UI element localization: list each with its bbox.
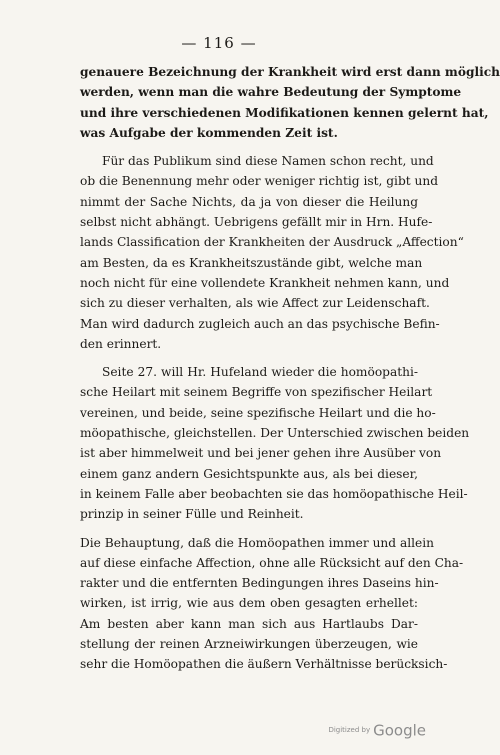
text-line: möopathische, gleichstellen. Der Unterschied zwischen beiden — [80, 426, 470, 441]
text-line: einem ganz andern Gesichtspunkte aus, als bei dieser, — [80, 466, 418, 481]
digitization-watermark — [328, 720, 426, 740]
text-line: Seite 27. will Hr. Hufeland wieder die homöopathi- — [102, 365, 418, 380]
text-line: sche Heilart mit seinem Begriffe von spezifischer Heilart — [80, 385, 433, 400]
body-text — [80, 62, 500, 675]
text-line: am Besten, da es Krankheitszustände gibt, welche man — [80, 255, 423, 270]
text-line: ob die Benennung mehr oder weniger richtig ist, gibt und — [80, 174, 439, 189]
text-line: vereinen, und beide, seine spezifische Heilart und die ho- — [80, 405, 436, 420]
text-line: Man wird dadurch zugleich auch an das psychische Befin- — [80, 316, 440, 331]
text-line: auf diese einfache Affection, ohne alle Rücksicht auf den Cha- — [80, 555, 464, 570]
text-line: stellung der reinen Arzneiwirkungen überzeugen, wie — [80, 637, 418, 652]
text-line: sich zu dieser verhalten, als wie Affect zur Leidenschaft. — [80, 296, 430, 311]
text-line: prinzip in seiner Fülle und Reinheit. — [80, 507, 304, 522]
paragraph — [80, 362, 470, 524]
paragraph-gap — [80, 143, 418, 151]
text-line: sehr die Homöopathen die äußern Verhältnisse berücksich- — [80, 657, 448, 672]
text-line: rakter und die entfernten Bedingungen ihres Daseins hin- — [80, 576, 439, 591]
text-line: noch nicht für eine vollendete Krankheit nehmen kann, und — [80, 275, 450, 290]
paragraph-gap — [80, 525, 418, 533]
text-line: Am besten aber kann man sich aus Hartlaubs Dar- — [80, 616, 418, 631]
paragraph-gap — [80, 354, 418, 362]
paragraph — [80, 62, 500, 143]
page-number: — 116 — — [181, 34, 257, 52]
text-line: werden, wenn man die wahre Bedeutung der Symptome — [80, 85, 462, 100]
google-logo-text: Google — [373, 721, 426, 739]
text-line: Die Behauptung, daß die Homöopathen immer und allein — [80, 535, 434, 550]
digitized-by-label: Digitized by — [328, 726, 371, 734]
text-line: in keinem Falle aber beobachten sie das homöopathische Heil- — [80, 486, 468, 501]
text-line: den erinnert. — [80, 336, 162, 351]
text-line: Für das Publikum sind diese Namen schon recht, und — [102, 154, 434, 169]
text-line: genauere Bezeichnung der Krankheit wird erst dann möglich — [80, 65, 500, 79]
paragraph — [80, 533, 464, 675]
paragraph — [80, 151, 464, 354]
text-line: lands Classification der Krankheiten der Ausdruck „Affection“ — [80, 235, 464, 250]
text-line: wirken, ist irrig, wie aus dem oben gesagten erhellet: — [80, 596, 418, 611]
text-line: ist aber himmelweit und bei jener gehen ihre Ausüber von — [80, 446, 442, 461]
text-line: und ihre verschiedenen Modifikationen kennen gelernt hat, — [80, 105, 489, 120]
text-line: was Aufgabe der kommenden Zeit ist. — [80, 125, 338, 140]
text-line: selbst nicht abhängt. Uebrigens gefällt mir in Hrn. Hufe- — [80, 215, 433, 230]
text-line: nimmt der Sache Nichts, da ja von dieser die Heilung — [80, 194, 418, 209]
